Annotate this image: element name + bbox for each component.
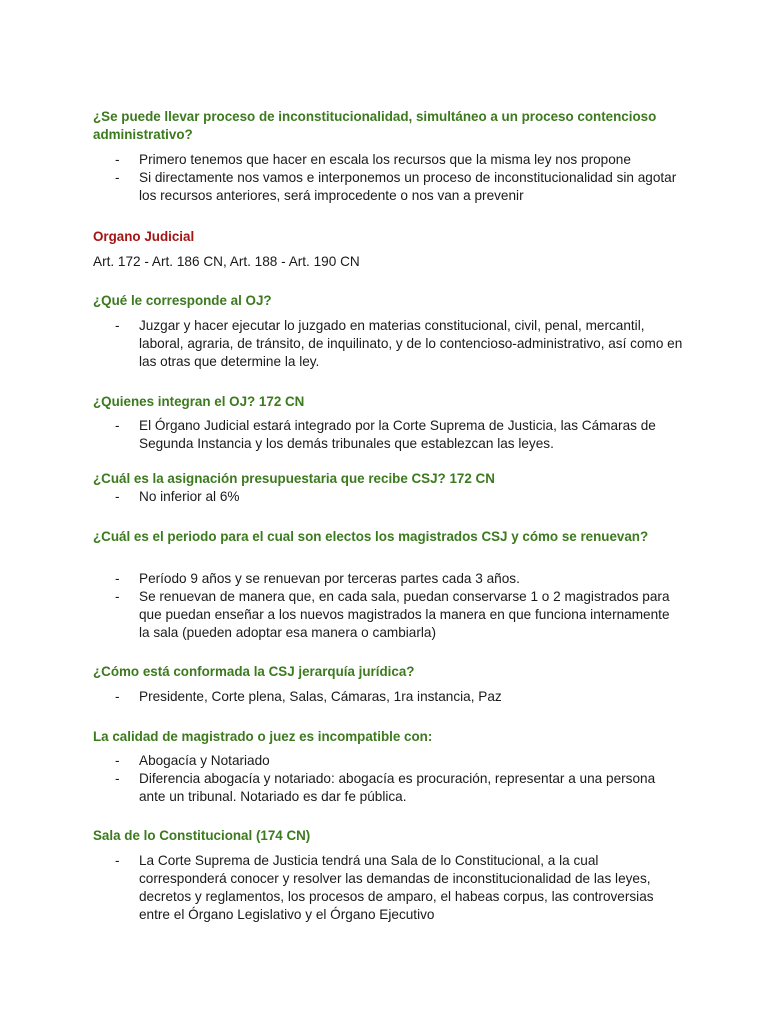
list-item <box>93 317 683 371</box>
dash-bullet: - <box>115 152 120 167</box>
bullet-list <box>93 317 683 371</box>
list-item-text: Si directamente nos vamos e interponemos un proceso de inconstitucionalidad sin agotar los recursos anteriores, será improcedente o nos van a prevenir <box>139 170 677 203</box>
question-heading: ¿Cómo está conformada la CSJ jerarquía jurídica? <box>93 664 415 679</box>
list-item <box>93 488 683 506</box>
list-item-text: Primero tenemos que hacer en escala los recursos que la misma ley nos propone <box>139 152 631 167</box>
dash-bullet: - <box>115 489 120 504</box>
list-item <box>93 570 683 588</box>
list-item-text: No inferior al 6% <box>139 489 240 504</box>
list-item <box>93 770 683 806</box>
list-item-text: Presidente, Corte plena, Salas, Cámaras, 1ra instancia, Paz <box>139 689 502 704</box>
list-item <box>93 752 683 770</box>
bullet-list <box>93 417 683 453</box>
list-item <box>93 417 683 453</box>
bullet-list <box>93 688 683 706</box>
dash-bullet: - <box>115 753 120 768</box>
bullet-list <box>93 488 683 506</box>
question-heading: Sala de lo Constitucional (174 CN) <box>93 828 311 843</box>
list-item <box>93 151 683 169</box>
question-heading: ¿Cuál es la asignación presupuestaria que recibe CSJ? 172 CN <box>93 471 495 486</box>
question-heading: ¿Quienes integran el OJ? 172 CN <box>93 394 305 409</box>
bullet-list <box>93 151 683 205</box>
list-item-text: Abogacía y Notariado <box>139 753 270 768</box>
list-item-text: Juzgar y hacer ejecutar lo juzgado en materias constitucional, civil, penal, mercantil, laboral, agraria, de tránsito, de inquilinato, y de lo contencioso-administrativo, así como en las otras que determine la ley. <box>139 318 683 369</box>
list-item-text: La Corte Suprema de Justicia tendrá una Sala de lo Constitucional, a la cual corresponderá conocer y resolver las demandas de inconstitucionalidad de las leyes, decretos y reglamentos, los procesos de amparo, el habeas corpus, las controversias entre el Órgano Legislativo y el Órgano Ejecutivo <box>139 853 654 922</box>
question-heading: ¿Cuál es el periodo para el cual son electos los magistrados CSJ y cómo se renuevan? <box>93 529 649 544</box>
dash-bullet: - <box>115 853 120 868</box>
list-item <box>93 852 683 924</box>
dash-bullet: - <box>115 689 120 704</box>
dash-bullet: - <box>115 170 120 185</box>
dash-bullet: - <box>115 318 120 333</box>
bullet-list <box>93 752 683 806</box>
bullet-list <box>93 852 683 924</box>
list-item-text: Se renuevan de manera que, en cada sala, puedan conservarse 1 o 2 magistrados para que puedan enseñar a los nuevos magistrados la manera en que funciona internamente la sala (pueden adoptar esa manera o cambiarla) <box>139 589 670 640</box>
question-heading: ¿Qué le corresponde al OJ? <box>93 293 272 308</box>
list-item-text: Período 9 años y se renuevan por terceras partes cada 3 años. <box>139 571 520 586</box>
dash-bullet: - <box>115 418 120 433</box>
dash-bullet: - <box>115 589 120 604</box>
bullet-list <box>93 570 683 642</box>
question-heading: La calidad de magistrado o juez es incompatible con: <box>93 729 433 744</box>
dash-bullet: - <box>115 771 120 786</box>
list-item <box>93 688 683 706</box>
dash-bullet: - <box>115 571 120 586</box>
article-reference: Art. 172 - Art. 186 CN, Art. 188 - Art. 190 CN <box>93 254 360 269</box>
section-heading: Organo Judicial <box>93 229 195 244</box>
question-heading: ¿Se puede llevar proceso de inconstitucionalidad, simultáneo a un proceso contencioso administrativo? <box>93 109 657 142</box>
list-item-text: Diferencia abogacía y notariado: abogacía es procuración, representar a una persona ante un tribunal. Notariado es dar fe pública. <box>139 771 656 804</box>
list-item-text: El Órgano Judicial estará integrado por la Corte Suprema de Justicia, las Cámaras de Segunda Instancia y los demás tribunales que establezcan las leyes. <box>139 418 656 451</box>
list-item <box>93 588 683 642</box>
list-item <box>93 169 683 205</box>
